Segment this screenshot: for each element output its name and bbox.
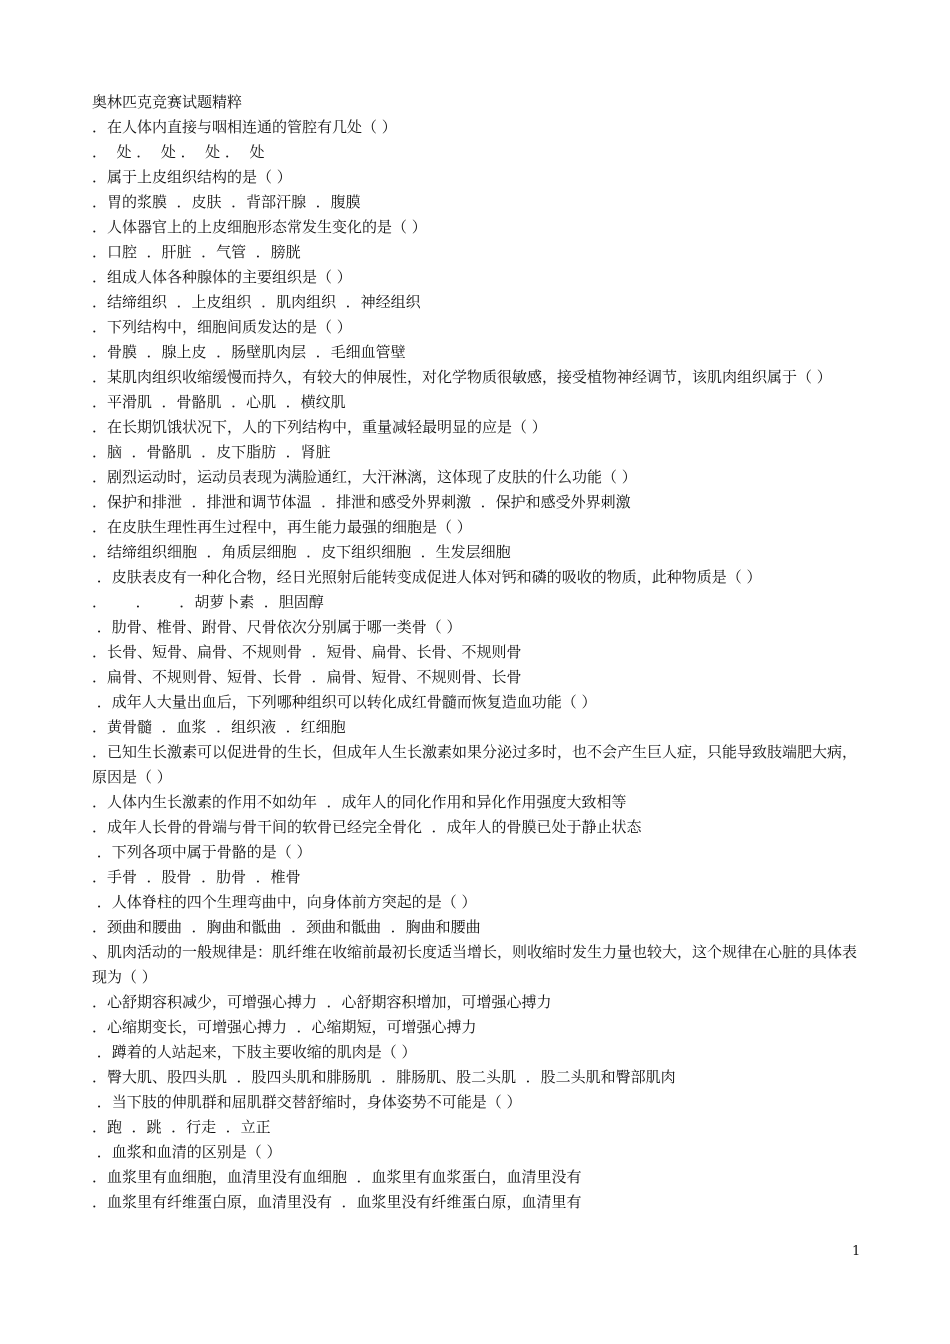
option-line: ．臀大肌、股四头肌 ．股四头肌和腓肠肌 ．腓肠肌、股二头肌 ．股二头肌和臀部肌肉 — [92, 1068, 676, 1086]
option-line: ．口腔 ．肝脏 ．气管 ．膀胱 — [92, 243, 301, 261]
question-line: 、肌肉活动的一般规律是：肌纤维在收缩前最初长度适当增长，则收缩时发生力量也较大，这个规律在心脏的具体表现为（ ） — [92, 943, 858, 986]
question-line: ．某肌肉组织收缩缓慢而持久，有较大的伸展性，对化学物质很敏感，接受植物神经调节，该肌肉组织属于（ ） — [92, 368, 832, 386]
option-line: ．心缩期变长，可增强心搏力 ．心缩期短，可增强心搏力 — [92, 1018, 477, 1036]
question-line: ．在长期饥饿状况下，人的下列结构中，重量减轻最明显的应是（ ） — [92, 418, 547, 436]
option-line: ．跑 ．跳 ．行走 ．立正 — [92, 1118, 271, 1136]
question-line: ．当下肢的伸肌群和屈肌群交替舒缩时，身体姿势不可能是（ ） — [92, 1093, 522, 1111]
document-body — [92, 90, 867, 1215]
option-line: ．人体内生长激素的作用不如幼年 ．成年人的同化作用和异化作用强度大致相等 — [92, 793, 627, 811]
question-line: ．人体脊柱的四个生理弯曲中，向身体前方突起的是（ ） — [92, 893, 477, 911]
option-line: ．平滑肌 ．骨骼肌 ．心肌 ．横纹肌 — [92, 393, 346, 411]
question-line: ．成年人大量出血后，下列哪种组织可以转化成红骨髓而恢复造血功能（ ） — [92, 693, 597, 711]
document-title: 奥林匹克竞赛试题精粹 — [92, 93, 243, 111]
option-line: ．胃的浆膜 ．皮肤 ．背部汗腺 ．腹膜 — [92, 193, 361, 211]
question-line: ．肋骨、椎骨、跗骨、尺骨依次分别属于哪一类骨（ ） — [92, 618, 462, 636]
page-number: 1 — [852, 1244, 861, 1259]
question-line: ．血浆和血清的区别是（ ） — [92, 1143, 282, 1161]
question-line: ．蹲着的人站起来，下肢主要收缩的肌肉是（ ） — [92, 1043, 417, 1061]
question-line: ．在皮肤生理性再生过程中，再生能力最强的细胞是（ ） — [92, 518, 472, 536]
question-line: ．在人体内直接与咽相连通的管腔有几处（ ） — [92, 118, 397, 136]
option-line: ．扁骨、不规则骨、短骨、长骨 ．扁骨、短骨、不规则骨、长骨 — [92, 668, 522, 686]
option-line: ． 处 ． 处 ． 处 ． 处 — [92, 143, 265, 161]
option-line: ．血浆里有纤维蛋白原，血清里没有 ．血浆里没有纤维蛋白原，血清里有 — [92, 1193, 582, 1211]
option-line: ． ． ．胡萝卜素 ．胆固醇 — [92, 593, 324, 611]
option-line: ．保护和排泄 ．排泄和调节体温 ．排泄和感受外界刺激 ．保护和感受外界刺激 — [92, 493, 631, 511]
question-line: ．剧烈运动时，运动员表现为满脸通红，大汗淋漓，这体现了皮肤的什么功能（ ） — [92, 468, 637, 486]
option-line: ．脑 ．骨骼肌 ．皮下脂肪 ．肾脏 — [92, 443, 331, 461]
option-line: ．心舒期容积减少，可增强心搏力 ．心舒期容积增加，可增强心搏力 — [92, 993, 552, 1011]
question-line: ．下列结构中，细胞间质发达的是（ ） — [92, 318, 352, 336]
question-line: ．皮肤表皮有一种化合物，经日光照射后能转变成促进人体对钙和磷的吸收的物质，此种物质是（ ） — [92, 568, 762, 586]
question-line: ．下列各项中属于骨骼的是（ ） — [92, 843, 312, 861]
option-line: ．颈曲和腰曲 ．胸曲和骶曲 ．颈曲和骶曲 ．胸曲和腰曲 — [92, 918, 481, 936]
question-line: ．属于上皮组织结构的是（ ） — [92, 168, 292, 186]
option-line: ．黄骨髓 ．血浆 ．组织液 ．红细胞 — [92, 718, 346, 736]
question-line: ．人体器官上的上皮细胞形态常发生变化的是（ ） — [92, 218, 427, 236]
question-line: ．组成人体各种腺体的主要组织是（ ） — [92, 268, 352, 286]
option-line: ．血浆里有血细胞，血清里没有血细胞 ．血浆里有血浆蛋白，血清里没有 — [92, 1168, 582, 1186]
option-line: ．骨膜 ．腺上皮 ．肠壁肌肉层 ．毛细血管壁 — [92, 343, 406, 361]
question-line: ．已知生长激素可以促进骨的生长，但成年人生长激素如果分泌过多时，也不会产生巨人症，只能导致肢端肥大病，原因是（ ） — [92, 743, 858, 786]
option-line: ．长骨、短骨、扁骨、不规则骨 ．短骨、扁骨、长骨、不规则骨 — [92, 643, 522, 661]
option-line: ．结缔组织 ．上皮组织 ．肌肉组织 ．神经组织 — [92, 293, 421, 311]
option-line: ．成年人长骨的骨端与骨干间的软骨已经完全骨化 ．成年人的骨膜已处于静止状态 — [92, 818, 642, 836]
option-line: ．结缔组织细胞 ．角质层细胞 ．皮下组织细胞 ．生发层细胞 — [92, 543, 511, 561]
option-line: ．手骨 ．股骨 ．肋骨 ．椎骨 — [92, 868, 301, 886]
